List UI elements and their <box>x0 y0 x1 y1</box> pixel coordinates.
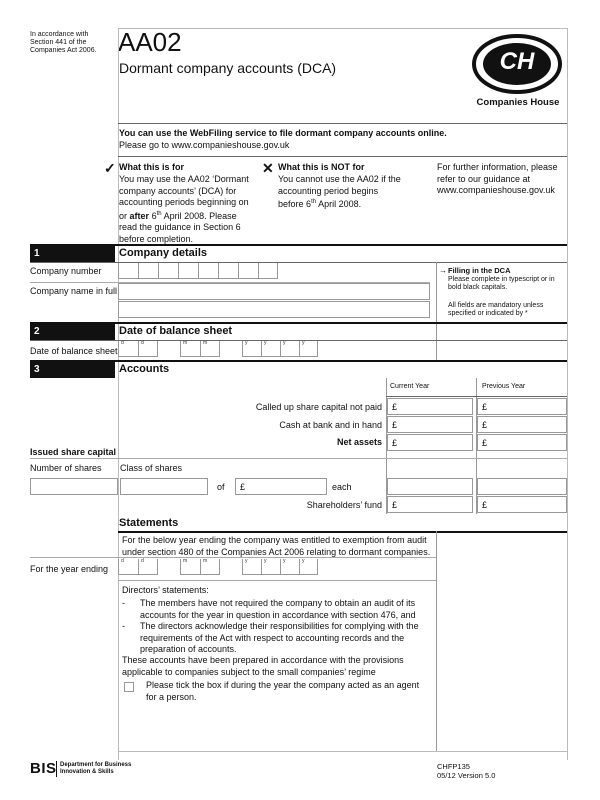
net-assets-label: Net assets <box>336 437 382 447</box>
dept-line-2: Innovation & Skills <box>60 769 114 775</box>
called-up-previous[interactable]: £ <box>477 398 567 415</box>
section-title-company-details: Company details <box>119 247 208 259</box>
section-number-2: 2 <box>30 324 115 340</box>
statements-title: Statements <box>119 517 179 529</box>
share-previous-field[interactable] <box>477 478 567 495</box>
sidebar-text-mandatory: All fields are mandatory unless specified or indicated by * <box>448 302 544 317</box>
dept-line-1: Department for Business <box>60 762 132 768</box>
shareholders-fund-previous[interactable]: £ <box>477 496 567 513</box>
current-year-header: Current Year <box>390 383 430 390</box>
of-label: of <box>217 482 225 492</box>
info-for-text: You may use the AA02 ‘Dormant company accounts’ (DCA) for accounting periods beginning on or after 6th April 2008. Please read the guidance in Section 6 before completion. <box>119 174 249 244</box>
info-not-text: You cannot use the AA02 if the accounting period begins before 6th April 2008. <box>278 174 401 209</box>
bullet-dash-1: - <box>122 598 125 608</box>
net-assets-previous[interactable]: £ <box>477 434 567 451</box>
info-not-heading: What this is NOT for <box>278 162 365 172</box>
previous-year-header: Previous Year <box>482 383 526 390</box>
shareholders-fund-label: Shareholders’ fund <box>306 500 382 510</box>
company-number-field[interactable] <box>118 263 278 281</box>
each-label: each <box>332 482 352 492</box>
section-number-1: 1 <box>30 246 115 262</box>
agent-checkbox[interactable] <box>124 682 134 692</box>
section-title-accounts: Accounts <box>119 363 170 375</box>
logo-caption: Companies House <box>476 97 560 108</box>
webfiling-notice: You can use the WebFiling service to file dormant company accounts online. <box>119 128 447 138</box>
balance-sheet-date-label: Date of balance sheet <box>30 346 118 356</box>
webfiling-url[interactable]: Please go to www.companieshouse.gov.uk <box>119 140 290 150</box>
number-of-shares-field[interactable] <box>30 478 118 495</box>
section-title-date-of-balance-sheet: Date of balance sheet <box>119 325 233 337</box>
balance-sheet-date-field[interactable]: d d m m y y y y <box>118 341 318 359</box>
share-current-field[interactable] <box>387 478 473 495</box>
exemption-text: For the below year ending the company was entitled to exemption from audit under section 480 of the Companies Act 2006 relating to dormant companies. <box>122 535 431 557</box>
company-name-field-line2[interactable] <box>118 301 430 318</box>
sidebar-heading: Filling in the DCA <box>448 266 511 275</box>
directors-statements-heading: Directors’ statements: <box>122 585 209 595</box>
bullet-dash-2: - <box>122 621 125 631</box>
form-version: 05/12 Version 5.0 <box>437 771 496 780</box>
cash-current[interactable]: £ <box>387 416 473 433</box>
info-for-heading: What this is for <box>119 162 184 172</box>
logo-monogram: CH <box>499 48 535 75</box>
nominal-value-field[interactable]: £ <box>235 478 327 495</box>
cash-label: Cash at bank and in hand <box>279 420 382 430</box>
number-of-shares-label: Number of shares <box>30 463 102 473</box>
issued-share-capital-heading: Issued share capital <box>30 447 117 457</box>
class-of-shares-field[interactable] <box>120 478 208 495</box>
year-ending-label: For the year ending <box>30 564 109 574</box>
called-up-label: Called up share capital not paid <box>255 402 382 412</box>
section-number-3: 3 <box>30 362 115 378</box>
bis-logo: BIS <box>30 760 57 777</box>
company-name-label: Company name in full <box>30 286 118 296</box>
called-up-current[interactable]: £ <box>387 398 473 415</box>
sidebar-text: Please complete in typescript or in bold black capitals. <box>448 276 555 291</box>
cross-icon: ✕ <box>262 160 274 176</box>
companies-house-logo <box>472 34 562 94</box>
directors-statement-1: The members have not required the company to obtain an audit of its accounts for the year in question in accordance with section 476, and <box>140 598 416 620</box>
agent-statement: Please tick the box if during the year the company acted as an agent for a person. <box>146 680 420 702</box>
form-title: Dormant company accounts (DCA) <box>119 60 337 76</box>
year-ending-date-field[interactable]: d d m m y y y y <box>118 559 318 577</box>
company-number-label: Company number <box>30 266 102 276</box>
net-assets-current[interactable]: £ <box>387 434 473 451</box>
form-code: AA02 <box>118 27 182 57</box>
directors-statement-2: The directors acknowledge their responsibilities for complying with the requirements of the Act with respect to accounting records and the preparation of accounts. <box>140 621 419 654</box>
class-of-shares-label: Class of shares <box>120 463 183 473</box>
cash-previous[interactable]: £ <box>477 416 567 433</box>
company-name-field[interactable] <box>118 283 430 300</box>
arrow-right-icon: → <box>439 266 447 275</box>
prepared-statement: These accounts have been prepared in accordance with the provisions applicable to companies subject to the small companies’ regime <box>122 655 404 677</box>
legal-note: In accordance with Section 441 of the Companies Act 2006. <box>30 31 97 54</box>
form-reference: CHFP135 <box>437 762 470 771</box>
shareholders-fund-current[interactable]: £ <box>387 496 473 513</box>
further-info: For further information, please refer to our guidance at www.companieshouse.gov.uk <box>437 162 558 195</box>
tick-icon: ✓ <box>104 160 116 176</box>
